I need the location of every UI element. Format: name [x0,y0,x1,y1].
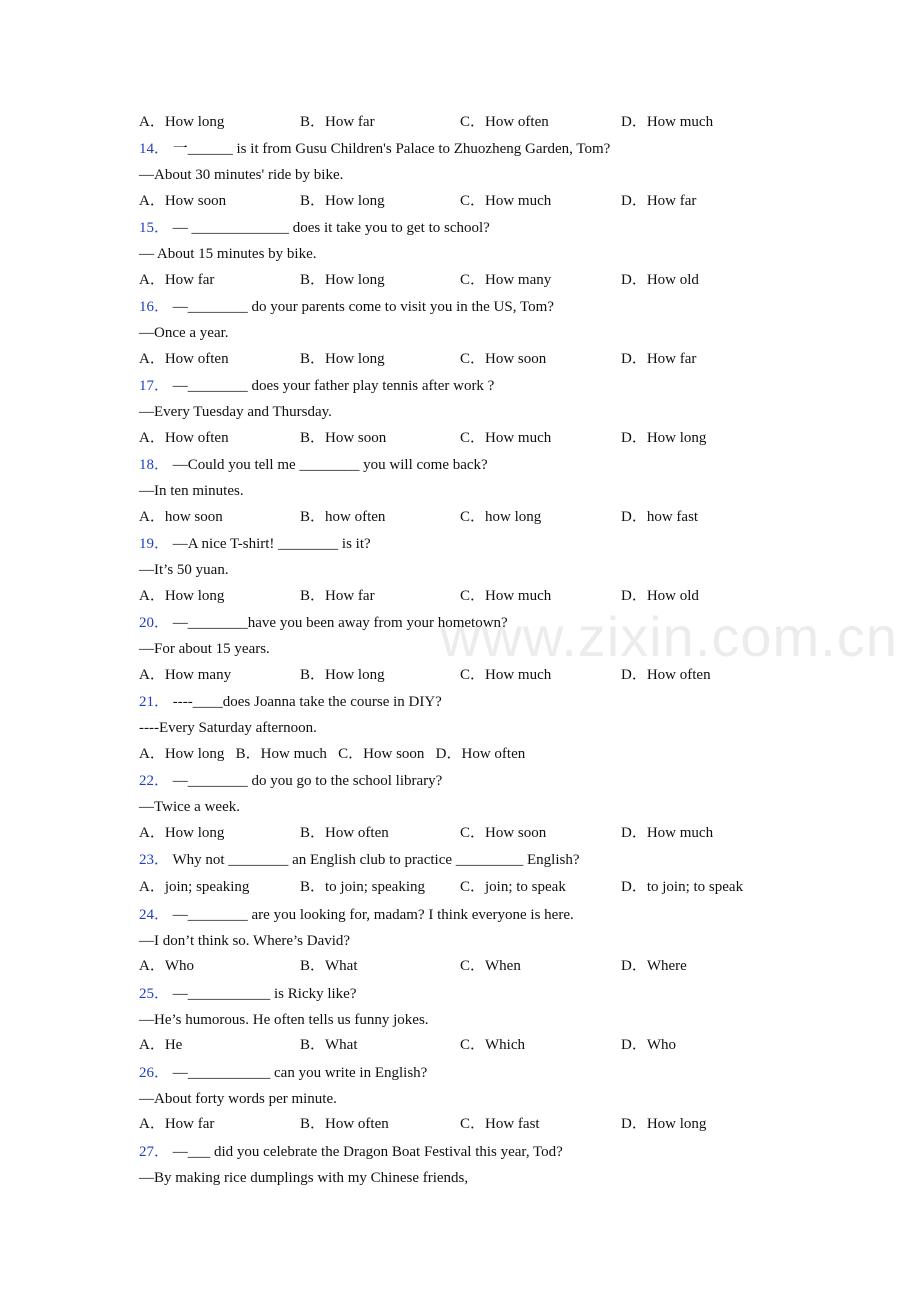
q22-stem [139,771,442,791]
q21-stem [139,692,442,712]
q19-option-a: A．How long [139,588,225,604]
q18-options [139,507,839,527]
q13-option-b: B．How far [300,114,375,130]
q14-option-d: D．How far [621,193,697,209]
q15-options [139,270,839,290]
q21-options: A．How long B．How much C．How soon D．How often [139,746,526,762]
q25-option-a: A．He [139,1037,183,1053]
q15-answer: — About 15 minutes by bike. [139,246,317,262]
q20-text: —________have you been away from your hometown? [169,615,508,631]
q17-answer: —Every Tuesday and Thursday. [139,404,332,420]
q15-number: 15． [139,220,170,236]
q22-option-b: B．How often [300,825,389,841]
q15-option-d: D．How old [621,272,699,288]
q24-answer: —I don’t think so. Where’s David? [139,933,351,949]
q14-option-b: B．How long [300,193,385,209]
q18-answer: —In ten minutes. [139,483,244,499]
q14-option-a: A．How soon [139,193,227,209]
q17-number: 17． [139,378,170,394]
q22-option-d: D．How much [621,825,714,841]
q15-option-c: C．How many [460,272,552,288]
q20-answer: —For about 15 years. [139,641,270,657]
q15-stem [139,218,490,238]
q21-answer: ----Every Saturday afternoon. [139,720,317,736]
q27-stem [139,1142,563,1162]
q24-option-b: B．What [300,958,358,974]
q19-option-c: C．How much [460,588,552,604]
q27-number: 27． [139,1144,170,1160]
q16-number: 16． [139,299,170,315]
q13-option-a: A．How long [139,114,225,130]
q26-options [139,1114,839,1134]
q19-option-b: B．How far [300,588,375,604]
q25-option-b: B．What [300,1037,358,1053]
q26-text: —___________ can you write in English? [169,1065,428,1081]
q23-option-c: C．join; to speak [460,879,566,895]
q20-option-d: D．How often [621,667,711,683]
q18-text: —Could you tell me ________ you will come back? [169,457,488,473]
q23-options [139,877,839,897]
q22-number: 22． [139,773,170,789]
q20-stem [139,613,508,633]
q17-option-c: C．How much [460,430,552,446]
q18-option-b: B．how often [300,509,386,525]
q26-answer: —About forty words per minute. [139,1091,337,1107]
q24-stem [139,905,574,925]
q24-option-c: C．When [460,958,521,974]
q27-text: —___ did you celebrate the Dragon Boat Festival this year, Tod? [169,1144,563,1160]
q25-number: 25． [139,986,170,1002]
q22-answer: —Twice a week. [139,799,240,815]
q23-option-b: B．to join; speaking [300,879,425,895]
q25-option-c: C．Which [460,1037,525,1053]
q26-option-b: B．How often [300,1116,389,1132]
q21-text: ----____does Joanna take the course in DIY? [169,694,442,710]
q22-text: —________ do you go to the school library? [169,773,443,789]
q23-number: 23． [139,852,170,868]
q20-option-c: C．How much [460,667,552,683]
q14-text: 一______ is it from Gusu Children's Palace to Zhuozheng Garden, Tom? [169,141,611,157]
q19-answer: —It’s 50 yuan. [139,562,229,578]
q15-option-b: B．How long [300,272,385,288]
q14-number: 14． [139,141,170,157]
q25-options [139,1035,839,1055]
q15-option-a: A．How far [139,272,215,288]
q14-answer: —About 30 minutes' ride by bike. [139,167,344,183]
q16-option-d: D．How far [621,351,697,367]
q19-options [139,586,839,606]
q26-option-d: D．How long [621,1116,707,1132]
q13-option-d: D．How much [621,114,714,130]
q26-option-a: A．How far [139,1116,215,1132]
q16-option-b: B．How long [300,351,385,367]
q16-stem [139,297,554,317]
q19-stem [139,534,371,554]
q24-text: —________ are you looking for, madam? I think everyone is here. [169,907,574,923]
q16-text: —________ do your parents come to visit you in the US, Tom? [169,299,554,315]
q22-option-c: C．How soon [460,825,547,841]
q18-number: 18． [139,457,170,473]
q14-option-c: C．How much [460,193,552,209]
q24-option-d: D．Where [621,958,687,974]
q18-option-a: A．how soon [139,509,223,525]
q13-options [139,112,839,132]
q17-option-a: A．How often [139,430,229,446]
q22-option-a: A．How long [139,825,225,841]
q15-text: — _____________ does it take you to get to school? [169,220,490,236]
q14-options [139,191,839,211]
q24-number: 24． [139,907,170,923]
q18-stem [139,455,488,475]
q20-option-b: B．How long [300,667,385,683]
q21-number: 21． [139,694,170,710]
q25-option-d: D．Who [621,1037,676,1053]
q16-option-a: A．How often [139,351,229,367]
q24-options [139,956,839,976]
q19-number: 19． [139,536,170,552]
q25-stem [139,984,357,1004]
q20-option-a: A．How many [139,667,232,683]
q20-number: 20． [139,615,170,631]
q16-answer: —Once a year. [139,325,229,341]
q16-option-c: C．How soon [460,351,547,367]
q14-stem [139,139,610,159]
q26-option-c: C．How fast [460,1116,540,1132]
q19-option-d: D．How old [621,588,699,604]
watermark-text: www.zixin.com.cn [440,605,898,668]
q23-option-a: A．join; speaking [139,879,250,895]
q23-text: Why not ________ an English club to practice _________ English? [169,852,580,868]
q19-text: —A nice T-shirt! ________ is it? [169,536,371,552]
q24-option-a: A．Who [139,958,194,974]
q17-stem [139,376,494,396]
q25-text: —___________ is Ricky like? [169,986,357,1002]
q17-text: —________ does your father play tennis after work ? [169,378,495,394]
q17-option-d: D．How long [621,430,707,446]
q16-options [139,349,839,369]
q23-stem [139,850,580,870]
q23-option-d: D．to join; to speak [621,879,744,895]
q26-stem [139,1063,427,1083]
q17-options [139,428,839,448]
q22-options [139,823,839,843]
q17-option-b: B．How soon [300,430,387,446]
q18-option-d: D．how fast [621,509,699,525]
q20-options [139,665,839,685]
q27-answer: —By making rice dumplings with my Chinese friends, [139,1170,469,1186]
q13-option-c: C．How often [460,114,549,130]
q25-answer: —He’s humorous. He often tells us funny jokes. [139,1012,429,1028]
q18-option-c: C．how long [460,509,542,525]
q26-number: 26． [139,1065,170,1081]
